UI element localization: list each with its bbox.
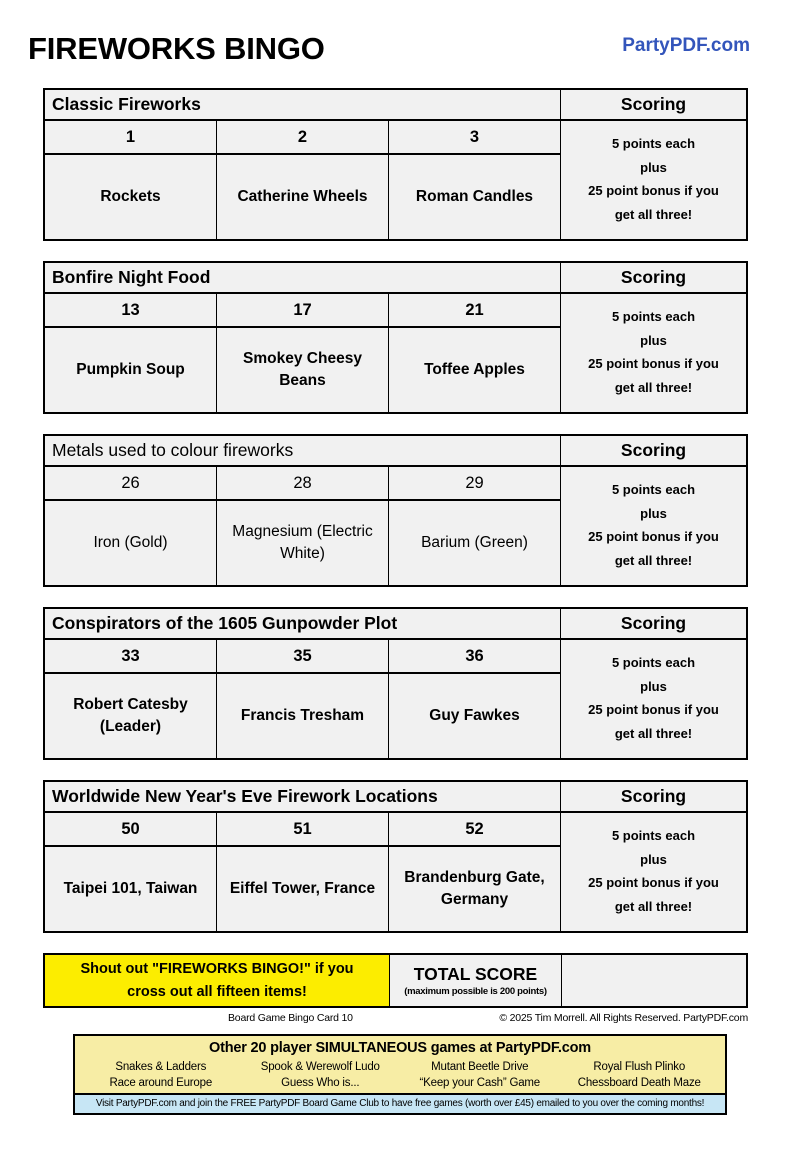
- bingo-section: [43, 607, 748, 760]
- item-cell[interactable]: Toffee Apples: [424, 361, 525, 378]
- number-cell[interactable]: 26: [45, 467, 217, 499]
- promo-game[interactable]: Snakes & Ladders: [115, 1061, 207, 1073]
- number-cell[interactable]: 29: [465, 473, 484, 492]
- scoring-line-3: 25 point bonus if you: [588, 875, 719, 890]
- number-cell[interactable]: 52: [465, 819, 484, 838]
- page-header: [0, 30, 800, 88]
- total-score-maximum-note: (maximum possible is 200 points): [404, 985, 547, 997]
- scoring-line-3: 25 point bonus if you: [588, 702, 719, 717]
- number-cell[interactable]: 3: [469, 127, 480, 146]
- total-score-label-cell: [390, 953, 562, 1008]
- number-cell[interactable]: 13: [45, 294, 217, 326]
- number-cell[interactable]: 28: [217, 467, 389, 499]
- scoring-line-3: 25 point bonus if you: [588, 529, 719, 544]
- scoring-rules: [561, 467, 746, 585]
- item-cell[interactable]: Brandenburg Gate, Germany: [404, 869, 545, 908]
- total-score-label: TOTAL SCORE: [413, 963, 538, 984]
- footer-captions: [43, 1012, 748, 1028]
- item-row: [45, 501, 560, 585]
- scoring-line-1: 5 points each: [611, 655, 696, 670]
- scoring-line-1: 5 points each: [611, 482, 696, 497]
- scoring-rules: [561, 294, 746, 412]
- section-grid: [43, 434, 561, 587]
- item-cell[interactable]: Francis Tresham: [217, 674, 389, 758]
- scoring-line-2: plus: [640, 159, 667, 175]
- item-cell[interactable]: Magnesium (Electric White): [217, 501, 389, 585]
- number-cell[interactable]: 51: [217, 813, 389, 845]
- item-row: [45, 674, 560, 758]
- promo-row: [81, 1059, 719, 1075]
- item-cell[interactable]: Pumpkin Soup: [45, 328, 217, 412]
- bingo-section: [43, 88, 748, 241]
- shout-line-2: cross out all fifteen items!: [127, 983, 307, 1000]
- bingo-section: [43, 780, 748, 933]
- scoring-line-2: plus: [640, 678, 667, 694]
- item-row: [45, 155, 560, 239]
- promo-box: [73, 1034, 727, 1115]
- item-cell[interactable]: Barium (Green): [421, 534, 528, 551]
- scoring-line-4: get all three!: [614, 725, 693, 741]
- item-cell[interactable]: Rockets: [45, 155, 217, 239]
- scoring-header: Scoring: [561, 609, 746, 640]
- bingo-sections: [43, 88, 748, 933]
- number-cell[interactable]: 2: [217, 121, 389, 153]
- promo-game[interactable]: Race around Europe: [109, 1077, 213, 1089]
- copyright-caption: © 2025 Tim Morrell. All Rights Reserved. PartyPDF.com: [499, 1012, 748, 1024]
- promo-game[interactable]: Chessboard Death Maze: [577, 1077, 701, 1089]
- bingo-section: [43, 434, 748, 587]
- bingo-section: [43, 261, 748, 414]
- scoring-rules: [561, 813, 746, 931]
- promo-game[interactable]: Mutant Beetle Drive: [431, 1061, 529, 1073]
- scoring-line-2: plus: [640, 332, 667, 348]
- scoring-column: [561, 434, 748, 587]
- item-cell[interactable]: Roman Candles: [415, 188, 534, 205]
- number-cell[interactable]: 35: [217, 640, 389, 672]
- scoring-line-1: 5 points each: [611, 136, 696, 151]
- promo-game[interactable]: “Keep your Cash” Game: [419, 1077, 540, 1089]
- item-cell[interactable]: Robert Catesby (Leader): [45, 674, 217, 758]
- item-cell[interactable]: Guy Fawkes: [429, 707, 520, 724]
- item-row: [45, 847, 560, 931]
- promo-footer-banner[interactable]: Visit PartyPDF.com and join the FREE PartyPDF Board Game Club to have free games (worth over £45) emailed to you over the coming months!: [75, 1093, 725, 1113]
- promo-game[interactable]: Guess Who is...: [281, 1077, 360, 1089]
- scoring-line-1: 5 points each: [611, 309, 696, 324]
- number-row: [45, 294, 560, 328]
- scoring-line-4: get all three!: [614, 379, 693, 395]
- number-cell[interactable]: 17: [217, 294, 389, 326]
- number-cell[interactable]: 33: [45, 640, 217, 672]
- scoring-line-3: 25 point bonus if you: [588, 183, 719, 198]
- item-cell[interactable]: Smokey Cheesy Beans: [217, 328, 389, 412]
- item-cell[interactable]: Eiffel Tower, France: [217, 847, 389, 931]
- category-header: Worldwide New Year's Eve Firework Locations: [45, 782, 560, 813]
- promo-row: [81, 1075, 719, 1091]
- category-header: Classic Fireworks: [45, 90, 560, 121]
- scoring-column: [561, 261, 748, 414]
- item-cell[interactable]: Taipei 101, Taiwan: [45, 847, 217, 931]
- item-cell[interactable]: Catherine Wheels: [217, 155, 389, 239]
- shout-out-banner: [43, 953, 390, 1008]
- category-header: Metals used to colour fireworks: [45, 436, 560, 467]
- number-row: [45, 640, 560, 674]
- scoring-line-1: 5 points each: [611, 828, 696, 843]
- number-row: [45, 813, 560, 847]
- section-grid: [43, 88, 561, 241]
- scoring-header: Scoring: [561, 436, 746, 467]
- scoring-column: [561, 607, 748, 760]
- scoring-line-2: plus: [640, 505, 667, 521]
- number-row: [45, 121, 560, 155]
- scoring-line-4: get all three!: [614, 898, 693, 914]
- number-row: [45, 467, 560, 501]
- scoring-line-3: 25 point bonus if you: [588, 356, 719, 371]
- page-title: FIREWORKS BINGO: [28, 31, 325, 66]
- scoring-line-4: get all three!: [614, 552, 693, 568]
- bingo-total-strip: [43, 953, 748, 1008]
- section-grid: [43, 261, 561, 414]
- scoring-header: Scoring: [561, 782, 746, 813]
- number-cell[interactable]: 36: [465, 646, 484, 665]
- scoring-rules: [561, 640, 746, 758]
- scoring-line-2: plus: [640, 851, 667, 867]
- category-header: Conspirators of the 1605 Gunpowder Plot: [45, 609, 560, 640]
- scoring-column: [561, 88, 748, 241]
- category-header: Bonfire Night Food: [45, 263, 560, 294]
- section-grid: [43, 780, 561, 933]
- shout-line-1: Shout out "FIREWORKS BINGO!" if you: [80, 960, 354, 977]
- scoring-rules: [561, 121, 746, 239]
- number-cell[interactable]: 21: [465, 300, 484, 319]
- scoring-line-4: get all three!: [614, 206, 693, 222]
- promo-heading: Other 20 player SIMULTANEOUS games at PartyPDF.com: [209, 1040, 591, 1056]
- scoring-column: [561, 780, 748, 933]
- scoring-header: Scoring: [561, 90, 746, 121]
- promo-game[interactable]: Spook & Werewolf Ludo: [260, 1061, 380, 1073]
- number-cell[interactable]: 50: [45, 813, 217, 845]
- brand-link[interactable]: PartyPDF.com: [622, 35, 750, 56]
- card-id-caption: Board Game Bingo Card 10: [228, 1012, 353, 1024]
- scoring-header: Scoring: [561, 263, 746, 294]
- promo-game[interactable]: Royal Flush Plinko: [593, 1061, 686, 1073]
- total-score-input[interactable]: [562, 953, 748, 1008]
- section-grid: [43, 607, 561, 760]
- promo-game-list: [75, 1059, 725, 1093]
- item-row: [45, 328, 560, 412]
- number-cell[interactable]: 1: [45, 121, 217, 153]
- item-cell[interactable]: Iron (Gold): [45, 501, 217, 585]
- bingo-card-page: [0, 30, 800, 1161]
